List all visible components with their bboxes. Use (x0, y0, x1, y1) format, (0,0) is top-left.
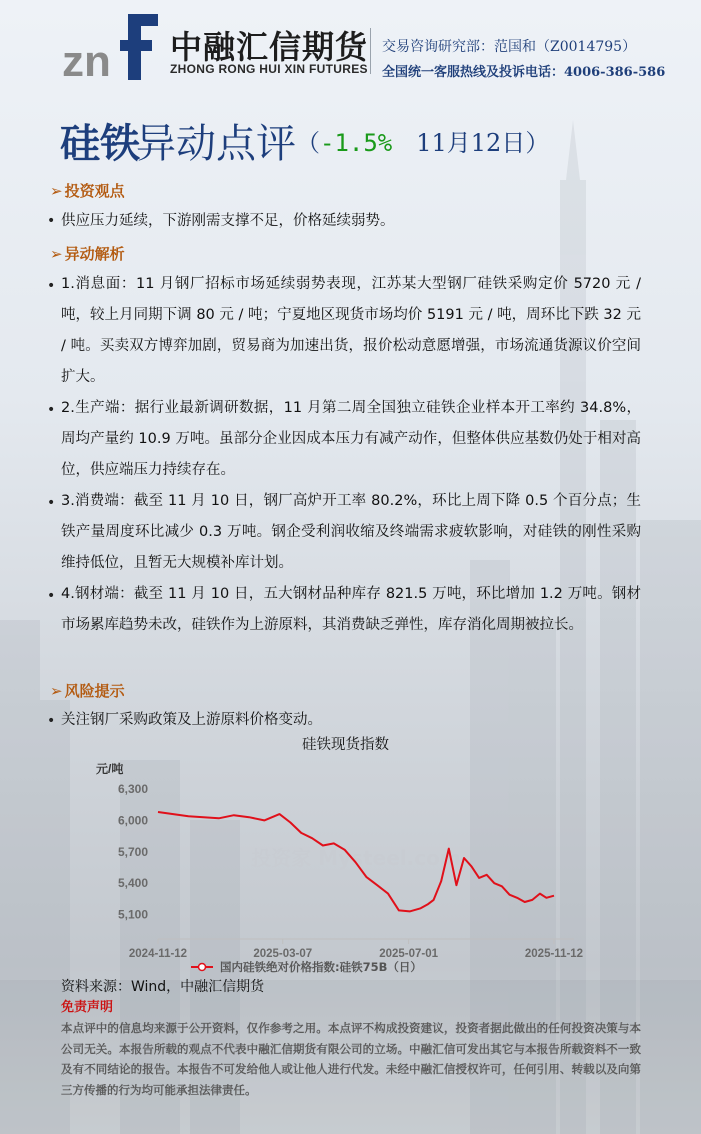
price-change: -1.5% (320, 129, 393, 157)
section-heading-label: 投资观点 (64, 182, 125, 200)
x-tick-label: 2025-11-12 (524, 948, 584, 960)
analysis-item-production: 2.生产端：据行业最新调研数据，11 月第二周全国独立硅铁企业样本开工率约 34.8%，周均产量约 10.9 万吨。虽部分企业因成本压力有减产动作，但整体供应基数仍处于相对高位，供应端压力持续存在。 (61, 400, 641, 478)
company-name-cn: 中融汇信期货 (170, 28, 369, 66)
company-name-en: ZHONG RONG HUI XIN FUTURES (170, 62, 368, 76)
bullet-icon: • (47, 402, 56, 418)
bullet-icon: • (47, 213, 56, 229)
disclaimer-heading: 免责声明 (61, 1000, 114, 1015)
arrow-icon: ➢ (50, 245, 63, 263)
x-tick-label: 2024-11-12 (128, 948, 188, 960)
bullet-icon: • (47, 713, 56, 729)
y-tick-label: 6,300 (117, 782, 148, 796)
arrow-icon: ➢ (50, 182, 63, 200)
disclaimer-text: 本点评中的信息均来源于公开资料，仅作参考之用。本点评不构成投资建议，投资者据此做出的任何投资决策与本公司无关。本报告所载的观点不代表中融汇信期货有限公司的立场。中融汇信可发出其它与本报告所载资料不一致及有不同结论的报告。本报告不可发给他人或让他人进行代发。未经中融汇信授权许可，任何引用、转载以及向第三方传播的行为均可能承担法律责任。 (61, 1021, 641, 1097)
arrow-icon: ➢ (50, 682, 63, 700)
header (0, 0, 701, 100)
report-title (60, 112, 549, 166)
y-axis-unit: 元/吨 (96, 762, 124, 776)
title-type: 异动点评 (136, 121, 296, 167)
y-tick-label: 5,700 (117, 844, 148, 859)
title-commodity: 硅铁 (60, 121, 140, 167)
title-paren-close: ） (525, 129, 550, 157)
section-heading-risk (50, 680, 125, 701)
data-source: 资料来源：Wind，中融汇信期货 (61, 979, 265, 995)
analysis-item-consumption: 3.消费端：截至 11 月 10 日，钢厂高炉开工率 80.2%，环比上周下降 0.5 个百分点；生铁产量周度环比减少 0.3 万吨。钢企受利润收缩及终端需求疲软影响，对硅铁的刚性采购维持低位，且暂无大规模补库计划。 (61, 493, 641, 571)
hotline-info: 全国统一客服热线及投诉电话：4006-386-586 (382, 65, 666, 80)
risk-text: 关注钢厂采购政策及上游原料价格变动。 (61, 712, 322, 728)
legend-marker-icon (199, 964, 206, 971)
series-line (158, 812, 554, 911)
analysis-item-news: 1.消息面：11 月钢厂招标市场延续弱势表现，江苏某大型钢厂硅铁采购定价 5720 元 / 吨，较上月同期下调 80 元 / 吨；宁夏地区现货市场均价 5191 元 / 吨，周环比下跌 32 元 / 吨。买卖双方博弈加剧，贸易商为加速出货，报价松动意愿增强，市场流通货源议价空间扩大。 (61, 276, 641, 385)
section-heading-label: 异动解析 (64, 245, 125, 263)
report-date: 11月12日 (416, 129, 526, 157)
y-tick-label: 5,400 (117, 876, 148, 891)
y-tick-label: 5,100 (117, 907, 148, 922)
analyst-info: 交易咨询研究部：范国和（Z0014795） (382, 39, 637, 55)
chart-watermark: 投资家 Mysteel.com (251, 846, 461, 870)
company-logo (62, 14, 162, 80)
line-chart (86, 755, 626, 980)
analysis-item-steel: 4.钢材端：截至 11 月 10 日，五大钢材品种库存 821.5 万吨，环比增加 1.2 万吨。钢材市场累库趋势未改，硅铁作为上游原料，其消费缺乏弹性，库存消化周期被拉长。 (61, 586, 641, 633)
bullet-icon: • (47, 588, 56, 604)
svg-text:zn: zn (62, 37, 111, 80)
legend-label: 国内硅铁绝对价格指数:硅铁75B（日） (220, 960, 422, 974)
bullet-icon: • (47, 278, 56, 294)
y-tick-label: 6,000 (117, 813, 148, 828)
view-text: 供应压力延续，下游刚需支撑不足，价格延续弱势。 (61, 213, 395, 229)
header-divider (370, 28, 371, 74)
chart-title: 硅铁现货指数 (302, 737, 389, 753)
section-heading-analysis (50, 243, 125, 264)
x-tick-label: 2025-07-01 (379, 948, 439, 960)
bullet-icon: • (47, 495, 56, 511)
x-tick-label: 2025-03-07 (253, 948, 313, 960)
title-paren-open: （ (296, 129, 320, 157)
section-heading-label: 风险提示 (64, 682, 125, 700)
section-heading-view (50, 180, 125, 201)
